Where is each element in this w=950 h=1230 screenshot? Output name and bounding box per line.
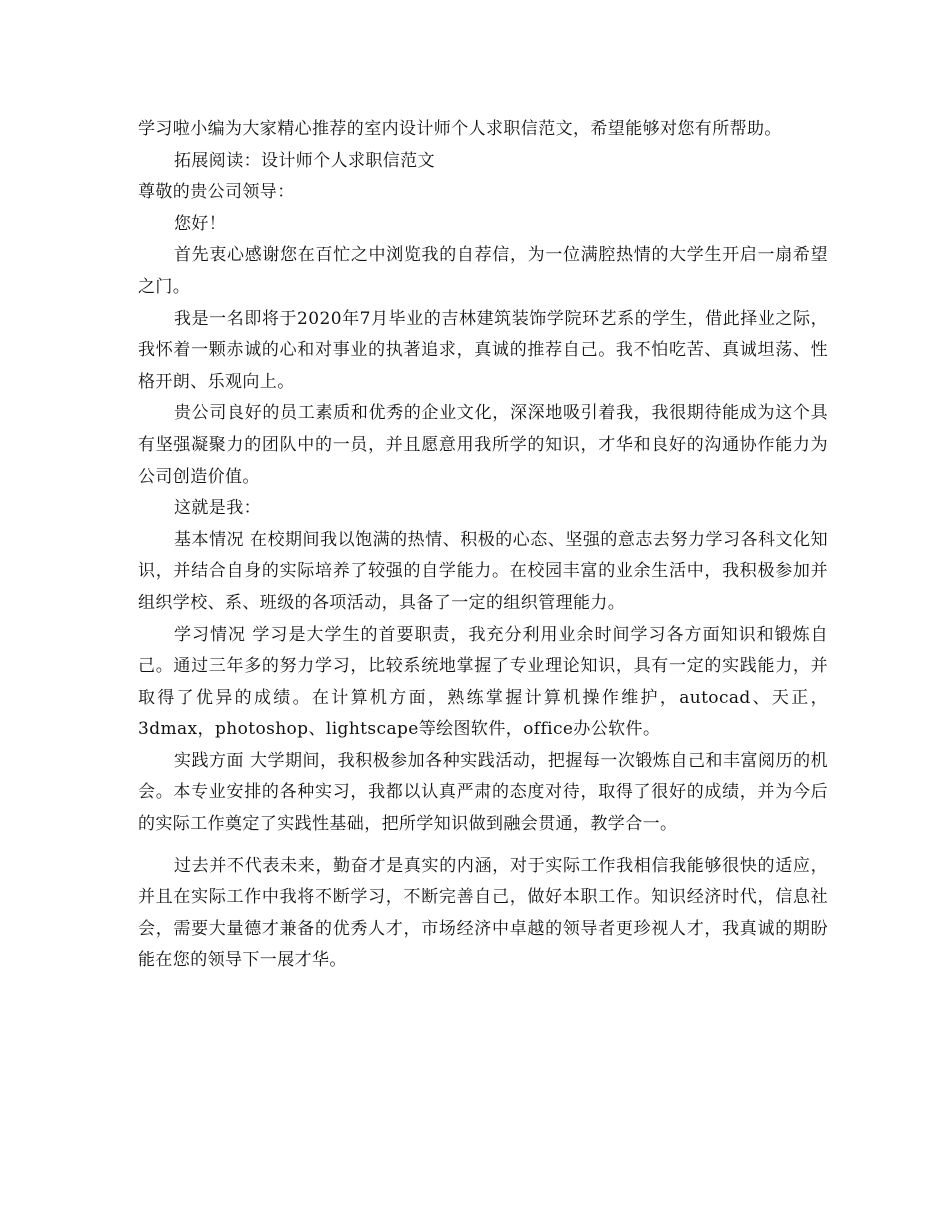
letter-body [138, 114, 828, 977]
body-paragraph: 贵公司良好的员工素质和优秀的企业文化，深深地吸引着我，我很期待能成为这个具有坚强凝聚力的团队中的一员，并且愿意用我所学的知识，才华和良好的沟通协作能力为公司创造价值。 [138, 403, 828, 487]
section-lead: 这就是我： [174, 498, 261, 519]
extended-reading-line: 拓展阅读：设计师个人求职信范文 [174, 150, 435, 171]
body-paragraph: 过去并不代表未来，勤奋才是真实的内涵，对于实际工作我相信我能够很快的适应，并且在实际工作中我将不断学习，不断完善自己，做好本职工作。知识经济时代，信息社会，需要大量德才兼备的优秀人才，市场经济中卓越的领导者更珍视人才，我真诚的期盼能在您的领导下一展才华。 [138, 855, 828, 971]
body-paragraph: 首先衷心感谢您在百忙之中浏览我的自荐信，为一位满腔热情的大学生开启一扇希望之门。 [138, 245, 828, 297]
greeting: 您好！ [174, 213, 227, 234]
body-paragraph: 我是一名即将于2020年7月毕业的吉林建筑装饰学院环艺系的学生，借此择业之际，我怀着一颗赤诚的心和对事业的执著追求，真诚的推荐自己。我不怕吃苦、真诚坦荡、性格开朗、乐观向上。 [138, 308, 828, 392]
intro-paragraph: 学习啦小编为大家精心推荐的室内设计师个人求职信范文，希望能够对您有所帮助。 [138, 119, 782, 139]
body-paragraph: 基本情况 在校期间我以饱满的热情、积极的心态、坚强的意志去努力学习各科文化知识，并结合自身的实际培养了较强的自学能力。在校园丰富的业余生活中，我积极参加并组织学校、系、班级的各项活动，具备了一定的组织管理能力。 [138, 529, 828, 613]
salutation: 尊敬的贵公司领导： [138, 182, 295, 203]
body-paragraph: 实践方面 大学期间，我积极参加各种实践活动，把握每一次锻炼自己和丰富阅历的机会。本专业安排的各种实习，我都以认真严肃的态度对待，取得了很好的成绩，并为今后的实际工作奠定了实践性基础，把所学知识做到融会贯通，教学合一。 [138, 750, 828, 835]
body-paragraph: 学习情况 学习是大学生的首要职责，我充分利用业余时间学习各方面知识和锻炼自己。通过三年多的努力学习，比较系统地掌握了专业理论知识，具有一定的实践能力，并取得了优异的成绩。在计算机方面，熟练掌握计算机操作维护，autocad、天正，3dmax，photoshop、lightscape等绘图软件，office办公软件。 [138, 624, 828, 740]
